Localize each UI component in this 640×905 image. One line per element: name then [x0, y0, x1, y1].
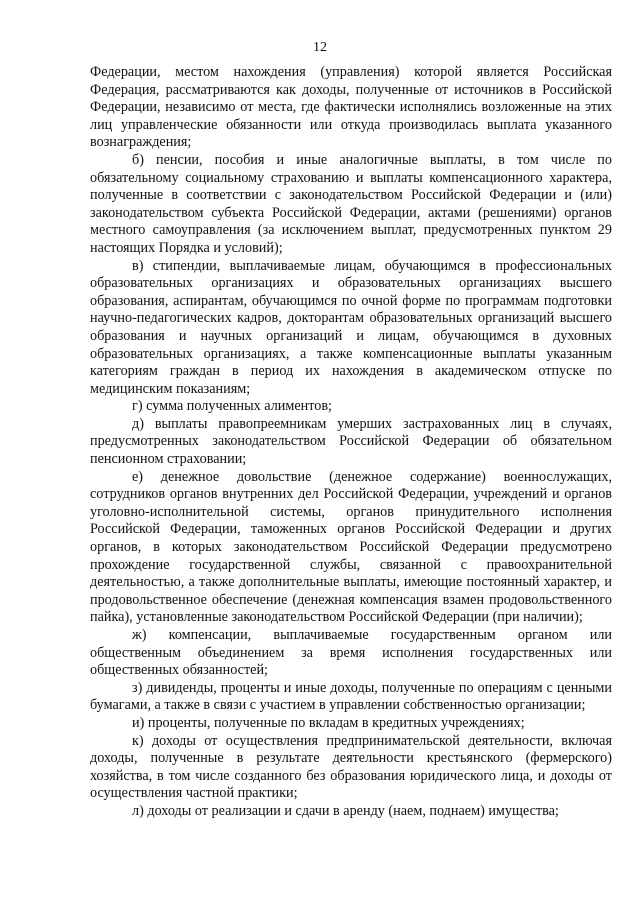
paragraph-item-z: з) дивиденды, проценты и иные доходы, полученные по операциям с ценными бумагами, а также в связи с участием в управлении собственностью организации; — [90, 679, 612, 714]
paragraph-item-i: и) проценты, полученные по вкладам в кредитных учреждениях; — [132, 714, 525, 731]
paragraph-continuation: Федерации, местом нахождения (управления) которой является Российская Федерация, рассматриваются как доходы, полученные от источников в Российской Федерации, независимо от места, где фактически исполнялись возложенные на этих лиц управленческие обязанности или откуда производилась выплата указанного вознаграждения; — [90, 64, 612, 151]
paragraph-item-v: в) стипендии, выплачиваемые лицам, обучающимся в профессиональных образовательных организациях и образовательных организациях высшего образования, аспирантам, обучающимся по очной форме по программам подготовки научно-педагогических кадров, докторантам образовательных организаций высшего образования и научных организаций и лицам, обучающимся в духовных образовательных организациях, а также компенсационные выплаты указанным категориям граждан в период их нахождения в академическом отпуске по медицинским показаниям; — [90, 257, 612, 397]
page-number: 12 — [313, 40, 327, 55]
paragraph-item-l: л) доходы от реализации и сдачи в аренду (наем, поднаем) имущества; — [132, 802, 559, 819]
paragraph-item-d: д) выплаты правопреемникам умерших застрахованных лиц в случаях, предусмотренных законодательством Российской Федерации об обязательном пенсионном страховании; — [90, 415, 612, 468]
paragraph-item-b: б) пенсии, пособия и иные аналогичные выплаты, в том числе по обязательному социальному страхованию и выплаты компенсационного характера, полученные в соответствии с законодательством Российской Федерации и (или) законодательством субъекта Российской Федерации, актами (решениями) органов местного самоуправления (за исключением выплат, предусмотренных пунктом 29 настоящих Порядка и условий); — [90, 151, 612, 256]
paragraph-item-e: е) денежное довольствие (денежное содержание) военнослужащих, сотрудников органов внутренних дел Российской Федерации, учреждений и органов уголовно-исполнительной системы, органов принудительного исполнения Российской Федерации, таможенных органов Российской Федерации и других органов, в которых законодательством Российской Федерации предусмотрено прохождение государственной службы, связанной с правоохранительной деятельностью, а также дополнительные выплаты, имеющие постоянный характер, и продовольственное обеспечение (денежная компенсация взамен продовольственного пайка), установленные законодательством Российской Федерации (при наличии); — [90, 468, 612, 626]
paragraph-item-k: к) доходы от осуществления предпринимательской деятельности, включая доходы, полученные в результате деятельности крестьянского (фермерского) хозяйства, в том числе созданного без образования юридического лица, и доходы от осуществления частной практики; — [90, 732, 612, 802]
paragraph-item-g: г) сумма полученных алиментов; — [132, 398, 332, 415]
paragraph-item-zh: ж) компенсации, выплачиваемые государственным органом или общественным объединением за время исполнения государственных или общественных обязанностей; — [90, 627, 612, 679]
document-body — [90, 64, 612, 821]
